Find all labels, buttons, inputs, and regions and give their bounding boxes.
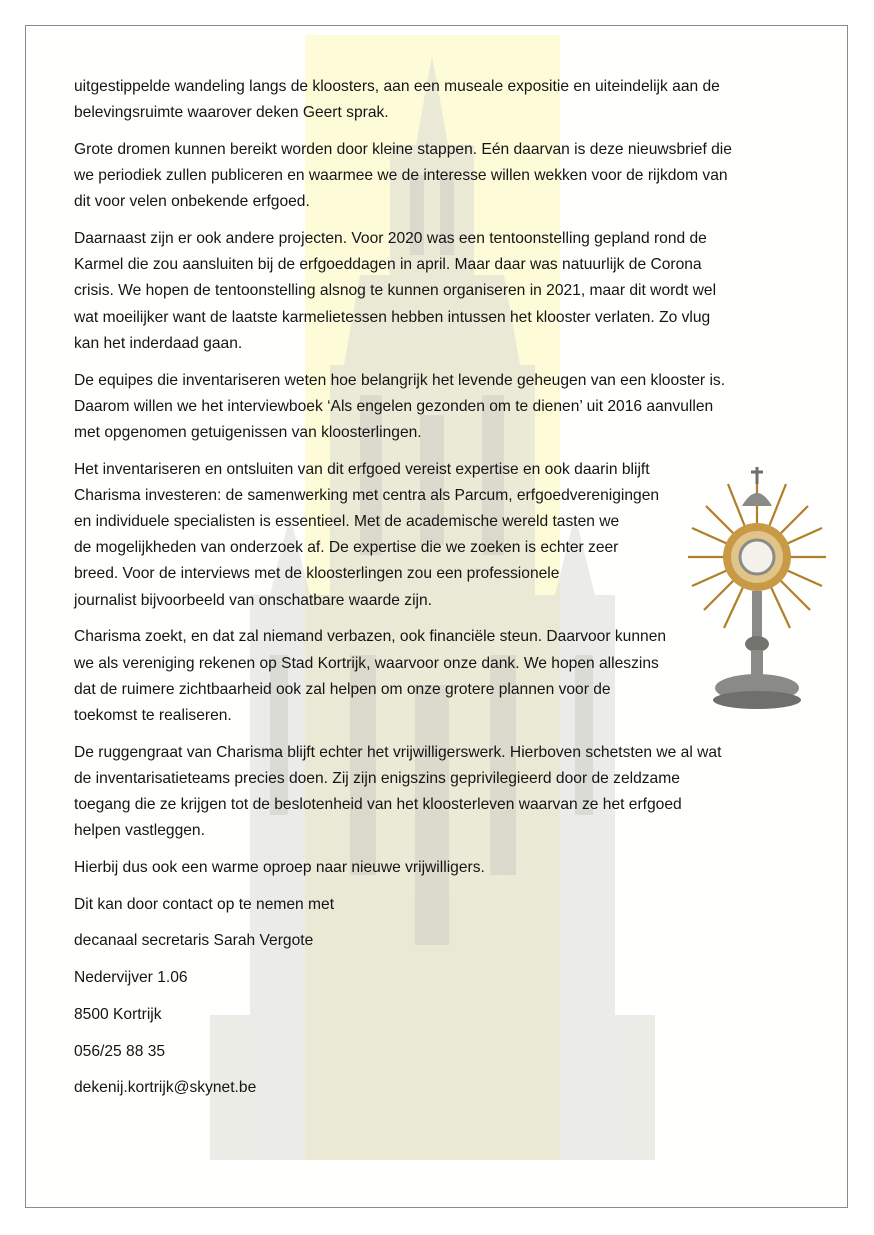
text-line: wat moeilijker want de laatste karmelietessen hebben intussen het klooster verlaten. Zo vlug <box>74 308 711 326</box>
text-line: De ruggengraat van Charisma blijft echter het vrijwilligerswerk. Hierboven schetsten we al wat <box>74 743 722 761</box>
text-line: toegang die ze krijgen tot de beslotenheid van het kloosterleven waarvan ze het erfgoed <box>74 796 682 814</box>
contact-name: decanaal secretaris Sarah Vergote <box>74 932 314 950</box>
contact-block <box>74 892 809 1102</box>
document-body <box>74 74 809 1112</box>
contact-intro: Dit kan door contact op te nemen met <box>74 895 335 913</box>
text-line: Het inventariseren en ontsluiten van dit erfgoed vereist expertise en ook daarin blijft <box>74 460 650 478</box>
text-line: dat de ruimere zichtbaarheid ook zal helpen om onze grotere plannen voor de <box>74 680 611 698</box>
text-line: Karmel die zou aansluiten bij de erfgoeddagen in april. Maar daar was natuurlijk de Corona <box>74 256 702 274</box>
text-line: helpen vastleggen. <box>74 822 205 840</box>
text-line: kan het inderdaad gaan. <box>74 334 243 352</box>
paragraph-intro-continued <box>74 74 809 126</box>
contact-city: 8500 Kortrijk <box>74 1005 162 1023</box>
text-line: Charisma zoekt, en dat zal niemand verbazen, ook financiële steun. Daarvoor kunnen <box>74 628 667 646</box>
paragraph-equipes <box>74 368 809 447</box>
text-line: Charisma investeren: de samenwerking met centra als Parcum, erfgoedverenigingen <box>74 486 660 504</box>
text-line: De equipes die inventariseren weten hoe belangrijk het levende geheugen van een klooster is. <box>74 371 726 389</box>
paragraph-expertise <box>74 457 809 614</box>
text-line: Daarnaast zijn er ook andere projecten. Voor 2020 was een tentoonstelling gepland rond de <box>74 230 707 248</box>
contact-street: Nedervijver 1.06 <box>74 969 188 987</box>
text-line: de inventarisatieteams precies doen. Zij zijn enigszins geprivilegieerd door de zeldzame <box>74 769 680 787</box>
paragraph-call-to-action <box>74 855 809 881</box>
text-line: breed. Voor de interviews met de kloosterlingen zou een professionele <box>74 565 560 583</box>
text-line: dit voor velen onbekende erfgoed. <box>74 193 310 211</box>
text-line: de mogelijkheden van onderzoek af. De expertise die we zoeken is echter zeer <box>74 539 619 557</box>
text-line: journalist bijvoorbeeld van onschatbare waarde zijn. <box>74 591 433 609</box>
paragraph-volunteers <box>74 740 809 845</box>
paragraph-newsletter <box>74 137 809 216</box>
text-line: Hierbij dus ook een warme oproep naar nieuwe vrijwilligers. <box>74 858 485 876</box>
text-line: uitgestippelde wandeling langs de kloosters, aan een museale expositie en uiteindelijk aan de <box>74 78 720 95</box>
text-line: met opgenomen getuigenissen van kloosterlingen. <box>74 423 422 441</box>
contact-phone: 056/25 88 35 <box>74 1042 166 1060</box>
text-line: belevingsruimte waarover deken Geert sprak. <box>74 104 389 122</box>
contact-email[interactable]: dekenij.kortrijk@skynet.be <box>74 1079 257 1097</box>
text-line: en individuele specialisten is essentieel. Met de academische wereld tasten we <box>74 513 620 531</box>
text-line: we als vereniging rekenen op Stad Kortrijk, waarvoor onze dank. We hopen alleszins <box>74 654 659 672</box>
paragraph-financial-support <box>74 624 809 729</box>
text-line: Daarom willen we het interviewboek ‘Als engelen gezonden om te dienen’ uit 2016 aanvullen <box>74 397 714 415</box>
text-line: Grote dromen kunnen bereikt worden door kleine stappen. Eén daarvan is deze nieuwsbrief die <box>74 140 732 158</box>
text-line: toekomst te realiseren. <box>74 706 232 724</box>
text-line: crisis. We hopen de tentoonstelling alsnog te kunnen organiseren in 2021, maar dit wordt wel <box>74 282 717 300</box>
text-line: we periodiek zullen publiceren en waarmee we de interesse willen wekken voor de rijkdom van <box>74 167 728 185</box>
paragraph-projects <box>74 226 809 357</box>
